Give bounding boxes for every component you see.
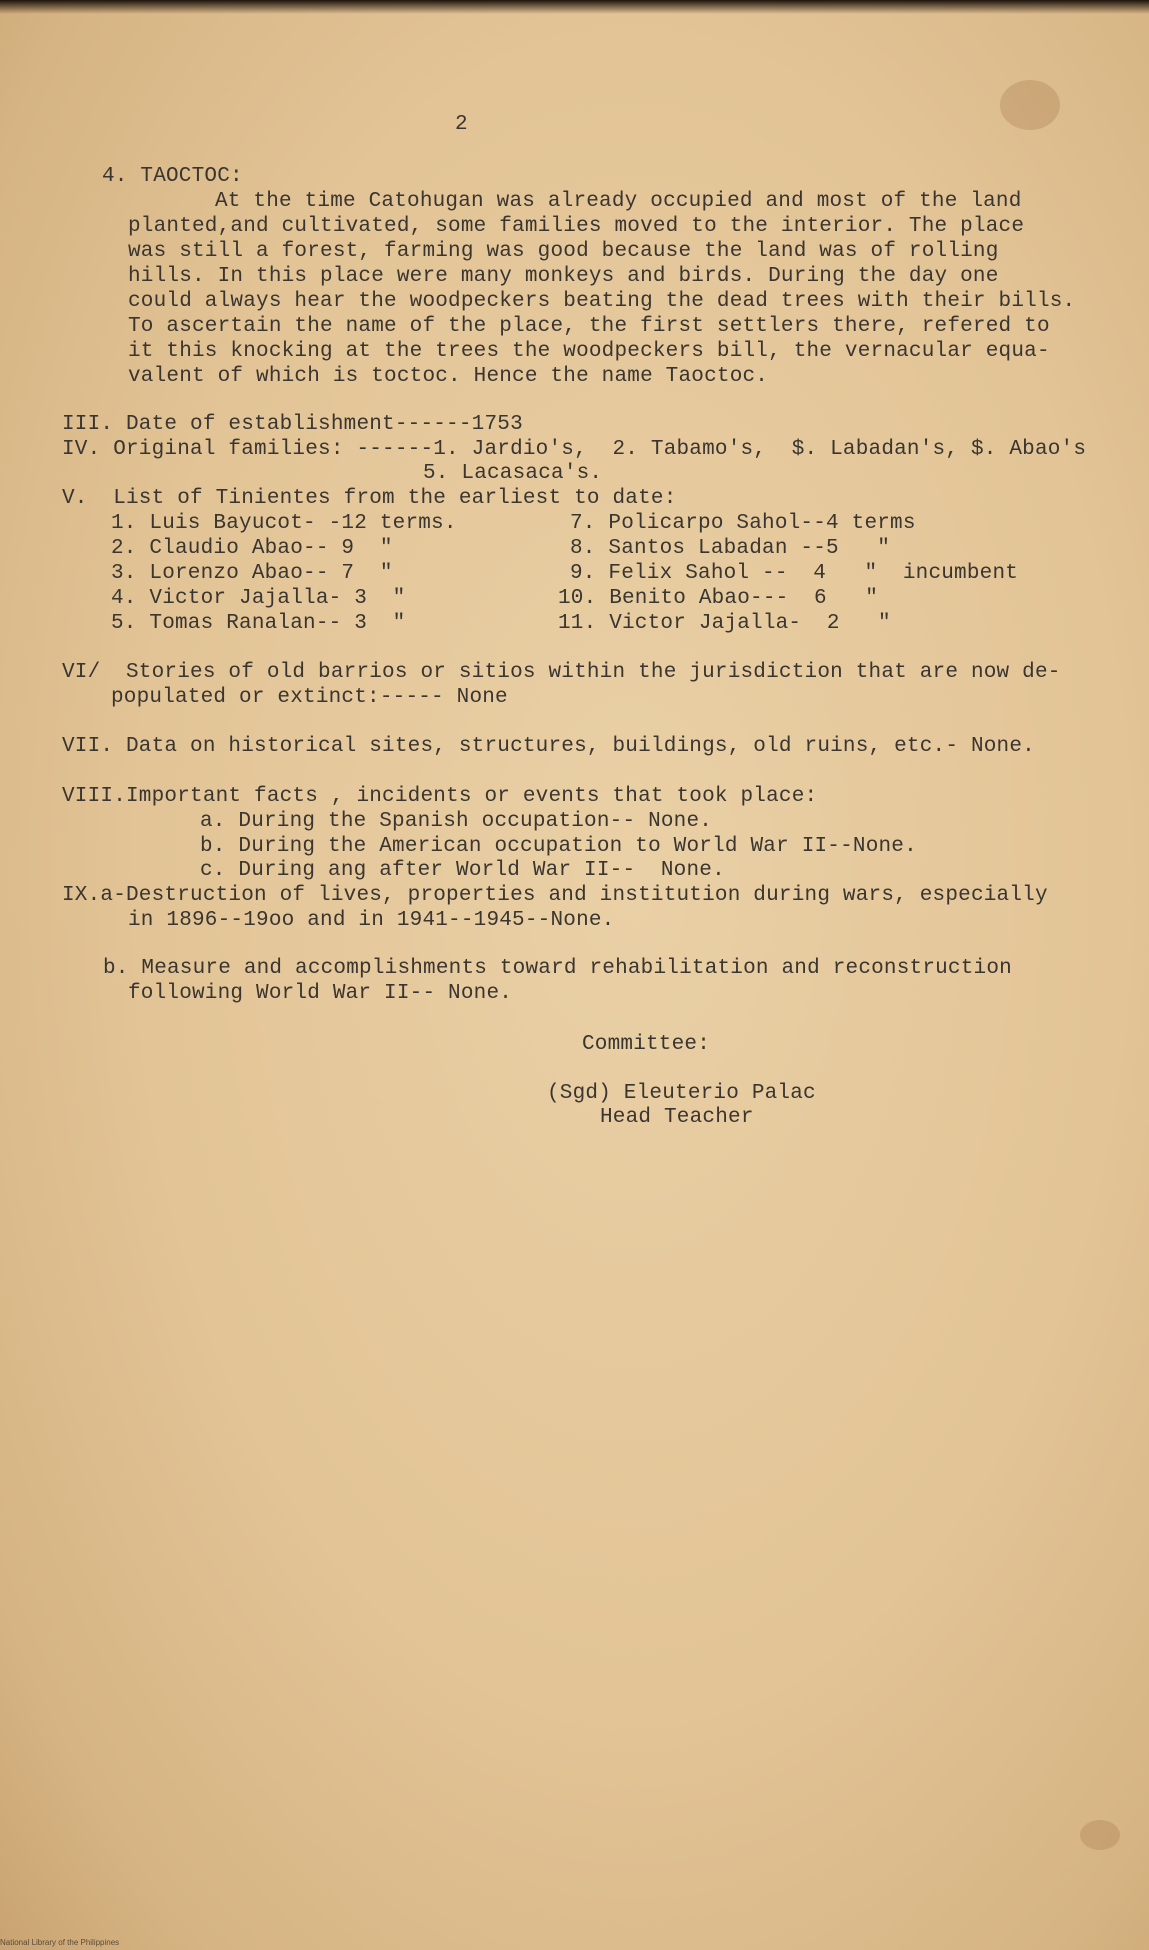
section-4-line: To ascertain the name of the place, the first settlers there, refered to	[128, 315, 1050, 338]
tiniente-entry: 9. Felix Sahol -- 4 " incumbent	[570, 562, 1019, 585]
section-4-line: hills. In this place were many monkeys and birds. During the day one	[128, 265, 999, 288]
old-barrios-stories-continued: populated or extinct:----- None	[111, 686, 508, 709]
tiniente-entry: 11. Victor Jajalla- 2 "	[558, 612, 891, 635]
tiniente-entry: 5. Tomas Ranalan-- 3 "	[111, 612, 406, 635]
section-4-line: it this knocking at the trees the woodpeckers bill, the vernacular equa-	[128, 340, 1050, 363]
section-4-line: was still a forest, farming was good because the land was of rolling	[128, 240, 999, 263]
tiniente-entry: 4. Victor Jajalla- 3 "	[111, 587, 406, 610]
important-fact-a: a. During the Spanish occupation-- None.	[200, 810, 713, 833]
stain	[1080, 1820, 1120, 1850]
destruction-during-wars-continued: in 1896--19oo and in 1941--1945--None.	[128, 909, 615, 932]
section-4-line: planted,and cultivated, some families moved to the interior. The place	[128, 215, 1025, 238]
section-4-line: could always hear the woodpeckers beating the dead trees with their bills.	[128, 290, 1076, 313]
page-edge-shadow	[0, 0, 1149, 14]
original-families-continued: 5. Lacasaca's.	[423, 462, 603, 485]
signatory-name: (Sgd) Eleuterio Palac	[547, 1082, 816, 1105]
tiniente-entry: 1. Luis Bayucot- -12 terms.	[111, 512, 457, 535]
tiniente-entry: 8. Santos Labadan --5 "	[570, 537, 891, 560]
section-4-heading: 4. TAOCTOC:	[102, 165, 243, 188]
historical-sites: VII. Data on historical sites, structures, buildings, old ruins, etc.- None.	[62, 735, 1035, 758]
tiniente-entry: 10. Benito Abao--- 6 "	[558, 587, 879, 610]
important-facts-heading: VIII.Important facts , incidents or events that took place:	[62, 785, 818, 808]
section-4-line: At the time Catohugan was already occupied and most of the land	[215, 190, 1022, 213]
tiniente-entry: 2. Claudio Abao-- 9 "	[111, 537, 393, 560]
important-fact-b: b. During the American occupation to World War II--None.	[200, 835, 917, 858]
original-families: IV. Original families: ------1. Jardio's, 2. Tabamo's, $. Labadan's, $. Abao's	[62, 438, 1087, 461]
rehabilitation-measures-continued: following World War II-- None.	[128, 982, 513, 1005]
stain	[1000, 80, 1060, 130]
tinientes-heading: V. List of Tinientes from the earliest to date:	[62, 487, 677, 510]
old-barrios-stories: VI/ Stories of old barrios or sitios within the jurisdiction that are now de-	[62, 661, 1061, 684]
committee-label: Committee:	[582, 1033, 711, 1056]
important-fact-c: c. During ang after World War II-- None.	[200, 859, 725, 882]
tiniente-entry: 7. Policarpo Sahol--4 terms	[570, 512, 916, 535]
date-of-establishment: III. Date of establishment------1753	[62, 413, 523, 436]
page-number: 2	[455, 113, 468, 136]
rehabilitation-measures: b. Measure and accomplishments toward rehabilitation and reconstruction	[103, 957, 1012, 980]
signatory-title: Head Teacher	[600, 1106, 754, 1129]
tiniente-entry: 3. Lorenzo Abao-- 7 "	[111, 562, 393, 585]
library-footer: National Library of the Philippines	[0, 1938, 120, 1947]
destruction-during-wars: IX.a-Destruction of lives, properties and institution during wars, especially	[62, 884, 1048, 907]
section-4-line: valent of which is toctoc. Hence the name Taoctoc.	[128, 365, 769, 388]
